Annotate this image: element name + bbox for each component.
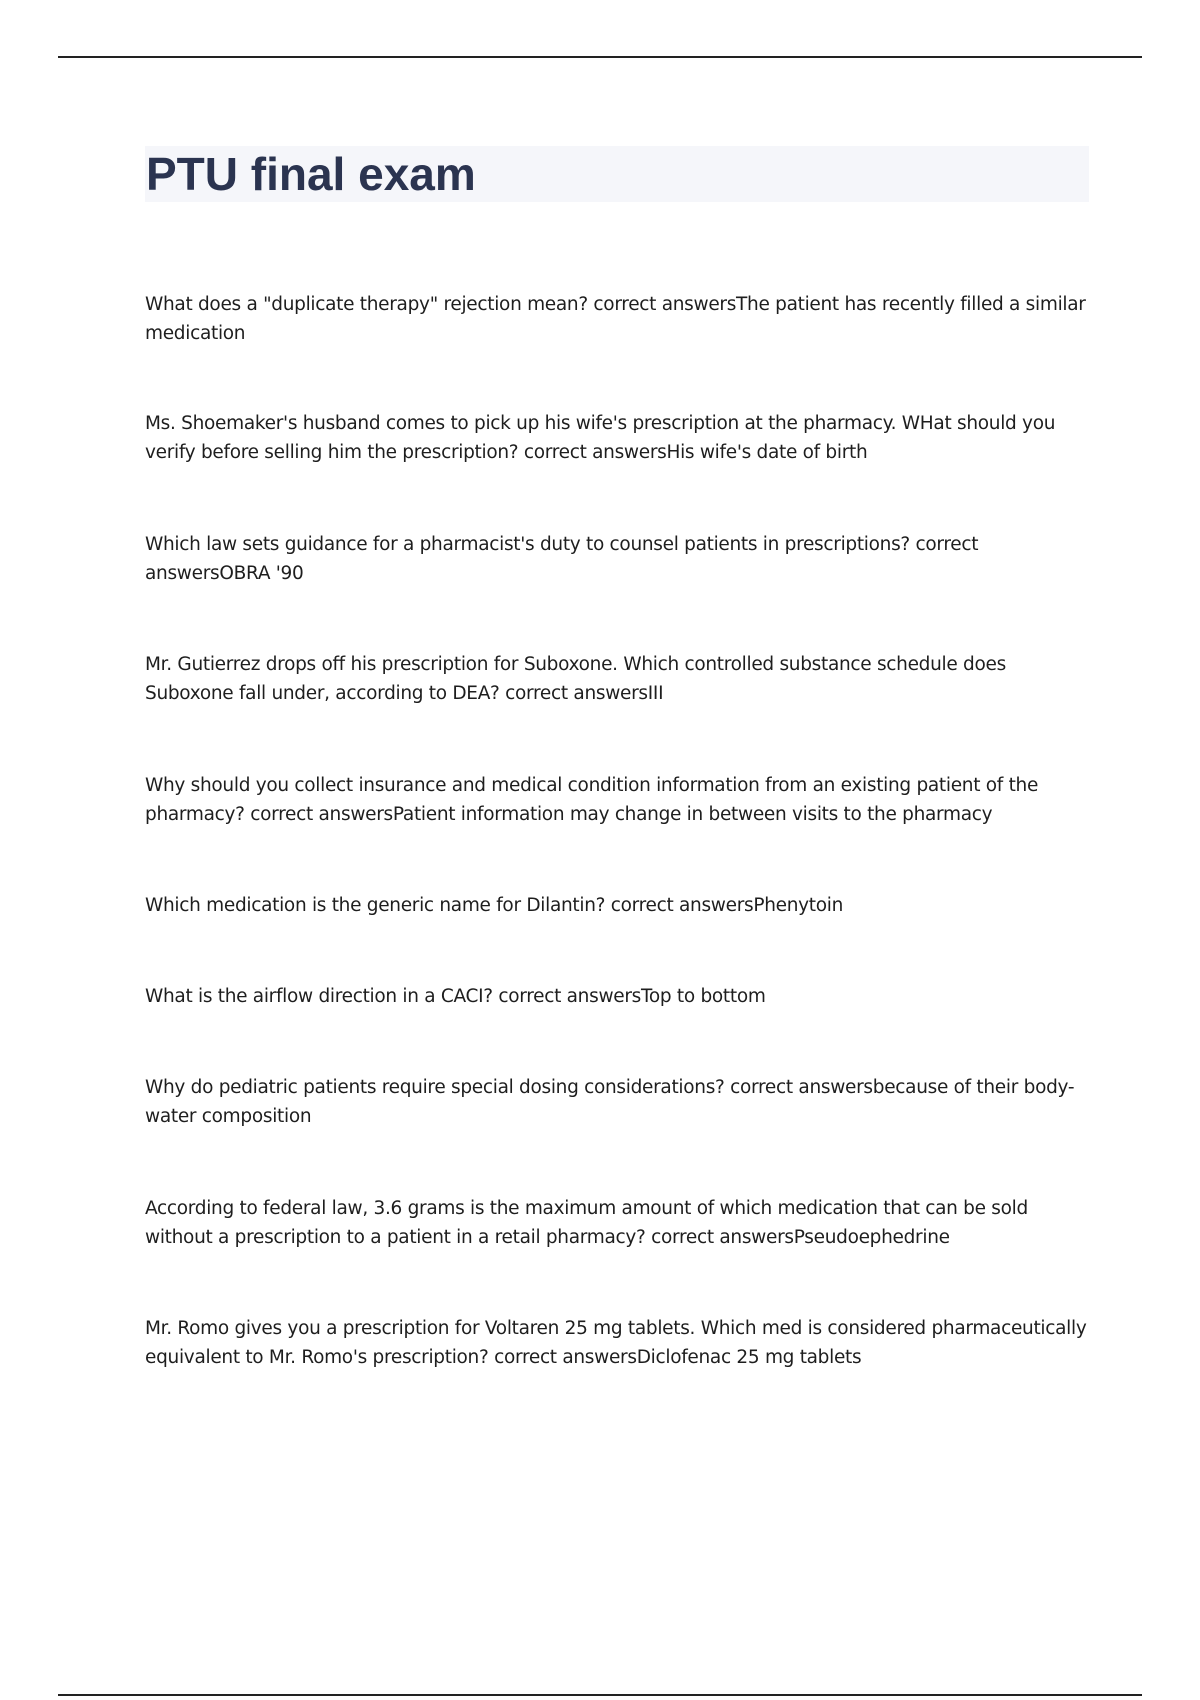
qa-item: Why should you collect insurance and medical condition information from an existing patient of the pharmacy? correct answersPatient information may change in between visits to the pharmacy: [145, 775, 1039, 825]
top-divider: [58, 56, 1142, 58]
qa-item: What does a "duplicate therapy" rejection mean? correct answersThe patient has recently filled a similar medication: [145, 294, 1086, 344]
qa-item: Ms. Shoemaker's husband comes to pick up his wife's prescription at the pharmacy. WHat should you verify before selling him the prescription? correct answersHis wife's date of birth: [145, 413, 1056, 463]
qa-item: Which medication is the generic name for Dilantin? correct answersPhenytoin: [145, 895, 844, 916]
qa-item: Mr. Romo gives you a prescription for Voltaren 25 mg tablets. Which med is considered pharmaceutically equivalent to Mr. Romo's prescription? correct answersDiclofenac 25 mg tablets: [145, 1318, 1087, 1368]
qa-item: Why do pediatric patients require special dosing considerations? correct answersbecause of their body-water composition: [145, 1077, 1075, 1127]
qa-item: According to federal law, 3.6 grams is the maximum amount of which medication that can be sold without a prescription to a patient in a retail pharmacy? correct answersPseudoephedrine: [145, 1198, 1028, 1248]
bottom-divider: [58, 1694, 1142, 1696]
qa-item: Mr. Gutierrez drops off his prescription for Suboxone. Which controlled substance schedule does Suboxone fall under, according to DEA? correct answersIII: [145, 654, 1006, 704]
qa-item: What is the airflow direction in a CACI? correct answersTop to bottom: [145, 986, 766, 1007]
page-title: PTU final exam: [146, 148, 476, 200]
qa-item: Which law sets guidance for a pharmacist's duty to counsel patients in prescriptions? correct answersOBRA '90: [145, 534, 979, 584]
